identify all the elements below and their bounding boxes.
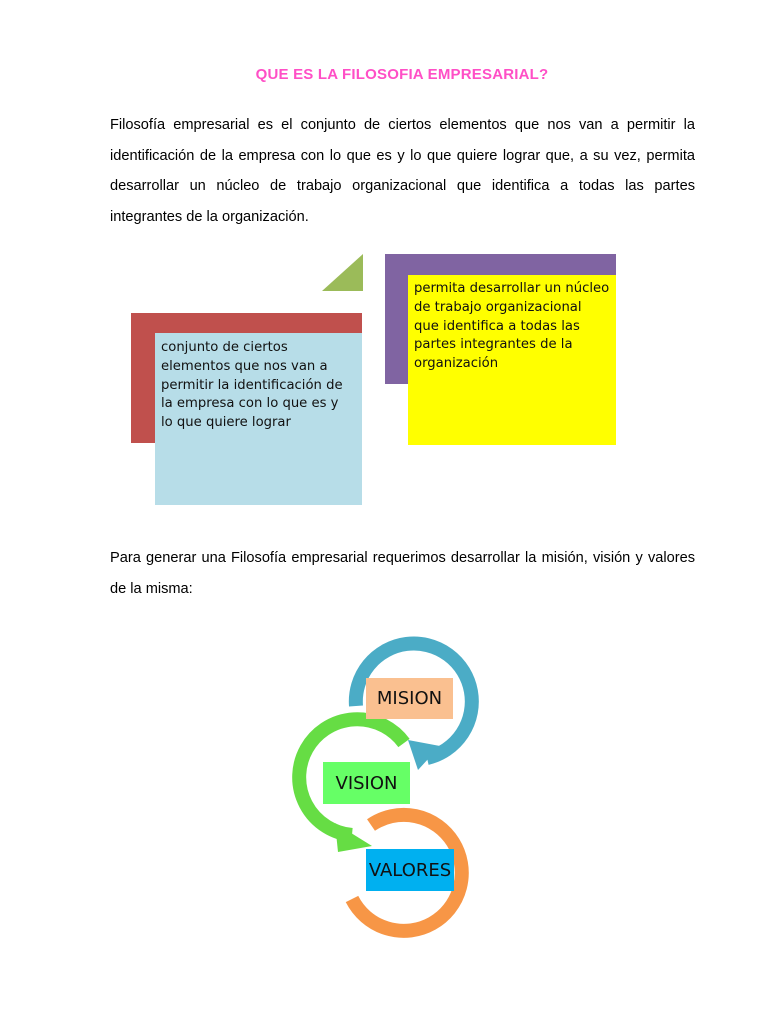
valores-label: VALORES (366, 849, 454, 891)
vision-label: VISION (323, 762, 410, 804)
vision-arrowhead (335, 823, 372, 852)
page-title: QUE ES LA FILOSOFIA EMPRESARIAL? (255, 66, 549, 83)
mision-label: MISION (366, 678, 453, 719)
right-box-text: permita desarrollar un núcleo de trabajo organizacional que identifica a todas las partes integrantes de la organización (414, 281, 610, 372)
intro-paragraph: Filosofía empresarial es el conjunto de ciertos elementos que nos van a permitir la identificación de la empresa con lo que es y lo que quiere lograr que, a su vez, permita desarrollar un núcleo de trabajo organizacional que identifica a todas las partes integrantes de la organización. (110, 117, 695, 225)
second-paragraph: Para generar una Filosofía empresarial requerimos desarrollar la misión, visión y valores de la misma: (110, 550, 695, 597)
left-box-text: conjunto de ciertos elementos que nos van a permitir la identificación de la empresa con lo que es y lo que quiere lograr (161, 340, 343, 431)
